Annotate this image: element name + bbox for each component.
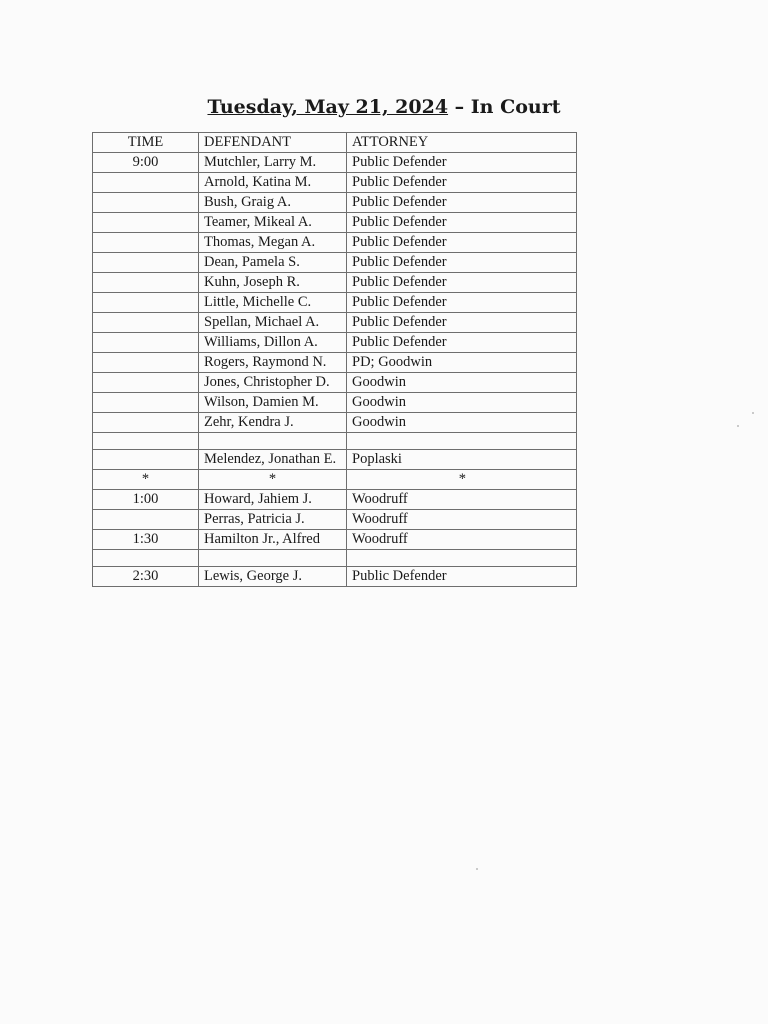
time-cell (93, 433, 199, 450)
attorney-cell: Goodwin (347, 393, 577, 413)
attorney-cell: Goodwin (347, 373, 577, 393)
defendant-cell: Little, Michelle C. (199, 293, 347, 313)
page-title (0, 94, 768, 120)
table-row (93, 293, 577, 313)
defendant-cell: Teamer, Mikeal A. (199, 213, 347, 233)
table-row (93, 253, 577, 273)
attorney-cell: Public Defender (347, 173, 577, 193)
defendant-cell: Lewis, George J. (199, 567, 347, 587)
header-defendant: DEFENDANT (199, 133, 347, 153)
scan-speck (476, 868, 478, 870)
defendant-cell: Thomas, Megan A. (199, 233, 347, 253)
defendant-cell: * (199, 470, 347, 490)
table-row (93, 373, 577, 393)
table-row (93, 193, 577, 213)
defendant-cell (199, 433, 347, 450)
time-cell (93, 510, 199, 530)
time-cell (93, 393, 199, 413)
table-row (93, 173, 577, 193)
time-cell (93, 413, 199, 433)
time-cell: * (93, 470, 199, 490)
attorney-cell: Woodruff (347, 490, 577, 510)
defendant-cell: Arnold, Katina M. (199, 173, 347, 193)
attorney-cell: Public Defender (347, 333, 577, 353)
scan-speck (752, 412, 754, 414)
time-cell: 9:00 (93, 153, 199, 173)
table-row (93, 510, 577, 530)
time-cell (93, 373, 199, 393)
time-cell (93, 313, 199, 333)
table-row (93, 450, 577, 470)
time-cell (93, 233, 199, 253)
attorney-cell (347, 550, 577, 567)
time-cell (93, 450, 199, 470)
header-row (93, 133, 577, 153)
table-row (93, 433, 577, 450)
header-attorney: ATTORNEY (347, 133, 577, 153)
table-row (93, 333, 577, 353)
defendant-cell: Melendez, Jonathan E. (199, 450, 347, 470)
attorney-cell: * (347, 470, 577, 490)
attorney-cell: Poplaski (347, 450, 577, 470)
table-row (93, 213, 577, 233)
schedule-table (92, 132, 577, 587)
defendant-cell: Rogers, Raymond N. (199, 353, 347, 373)
defendant-cell: Bush, Graig A. (199, 193, 347, 213)
attorney-cell: Woodruff (347, 510, 577, 530)
time-cell (93, 193, 199, 213)
defendant-cell: Zehr, Kendra J. (199, 413, 347, 433)
defendant-cell: Williams, Dillon A. (199, 333, 347, 353)
defendant-cell: Howard, Jahiem J. (199, 490, 347, 510)
attorney-cell: Public Defender (347, 193, 577, 213)
table-row (93, 353, 577, 373)
defendant-cell (199, 550, 347, 567)
table-row (93, 153, 577, 173)
time-cell (93, 550, 199, 567)
scan-speck (737, 425, 739, 427)
table-row (93, 313, 577, 333)
attorney-cell: PD; Goodwin (347, 353, 577, 373)
time-cell (93, 213, 199, 233)
table-row (93, 490, 577, 510)
table-row (93, 567, 577, 587)
time-cell: 1:30 (93, 530, 199, 550)
time-cell: 2:30 (93, 567, 199, 587)
defendant-cell: Mutchler, Larry M. (199, 153, 347, 173)
table-row (93, 470, 577, 490)
defendant-cell: Hamilton Jr., Alfred (199, 530, 347, 550)
attorney-cell: Public Defender (347, 233, 577, 253)
attorney-cell: Public Defender (347, 253, 577, 273)
defendant-cell: Jones, Christopher D. (199, 373, 347, 393)
defendant-cell: Spellan, Michael A. (199, 313, 347, 333)
time-cell: 1:00 (93, 490, 199, 510)
table-row (93, 273, 577, 293)
attorney-cell: Public Defender (347, 567, 577, 587)
title-suffix: – In Court (448, 96, 561, 118)
defendant-cell: Kuhn, Joseph R. (199, 273, 347, 293)
time-cell (93, 353, 199, 373)
attorney-cell: Woodruff (347, 530, 577, 550)
attorney-cell (347, 433, 577, 450)
table-row (93, 413, 577, 433)
time-cell (93, 293, 199, 313)
attorney-cell: Public Defender (347, 293, 577, 313)
attorney-cell: Public Defender (347, 153, 577, 173)
table-row (93, 233, 577, 253)
time-cell (93, 273, 199, 293)
defendant-cell: Wilson, Damien M. (199, 393, 347, 413)
attorney-cell: Public Defender (347, 273, 577, 293)
header-time: TIME (93, 133, 199, 153)
defendant-cell: Perras, Patricia J. (199, 510, 347, 530)
table-row (93, 393, 577, 413)
table-row (93, 530, 577, 550)
attorney-cell: Public Defender (347, 313, 577, 333)
time-cell (93, 173, 199, 193)
title-date: Tuesday, May 21, 2024 (207, 96, 449, 118)
table-row (93, 550, 577, 567)
attorney-cell: Public Defender (347, 213, 577, 233)
time-cell (93, 253, 199, 273)
defendant-cell: Dean, Pamela S. (199, 253, 347, 273)
attorney-cell: Goodwin (347, 413, 577, 433)
time-cell (93, 333, 199, 353)
